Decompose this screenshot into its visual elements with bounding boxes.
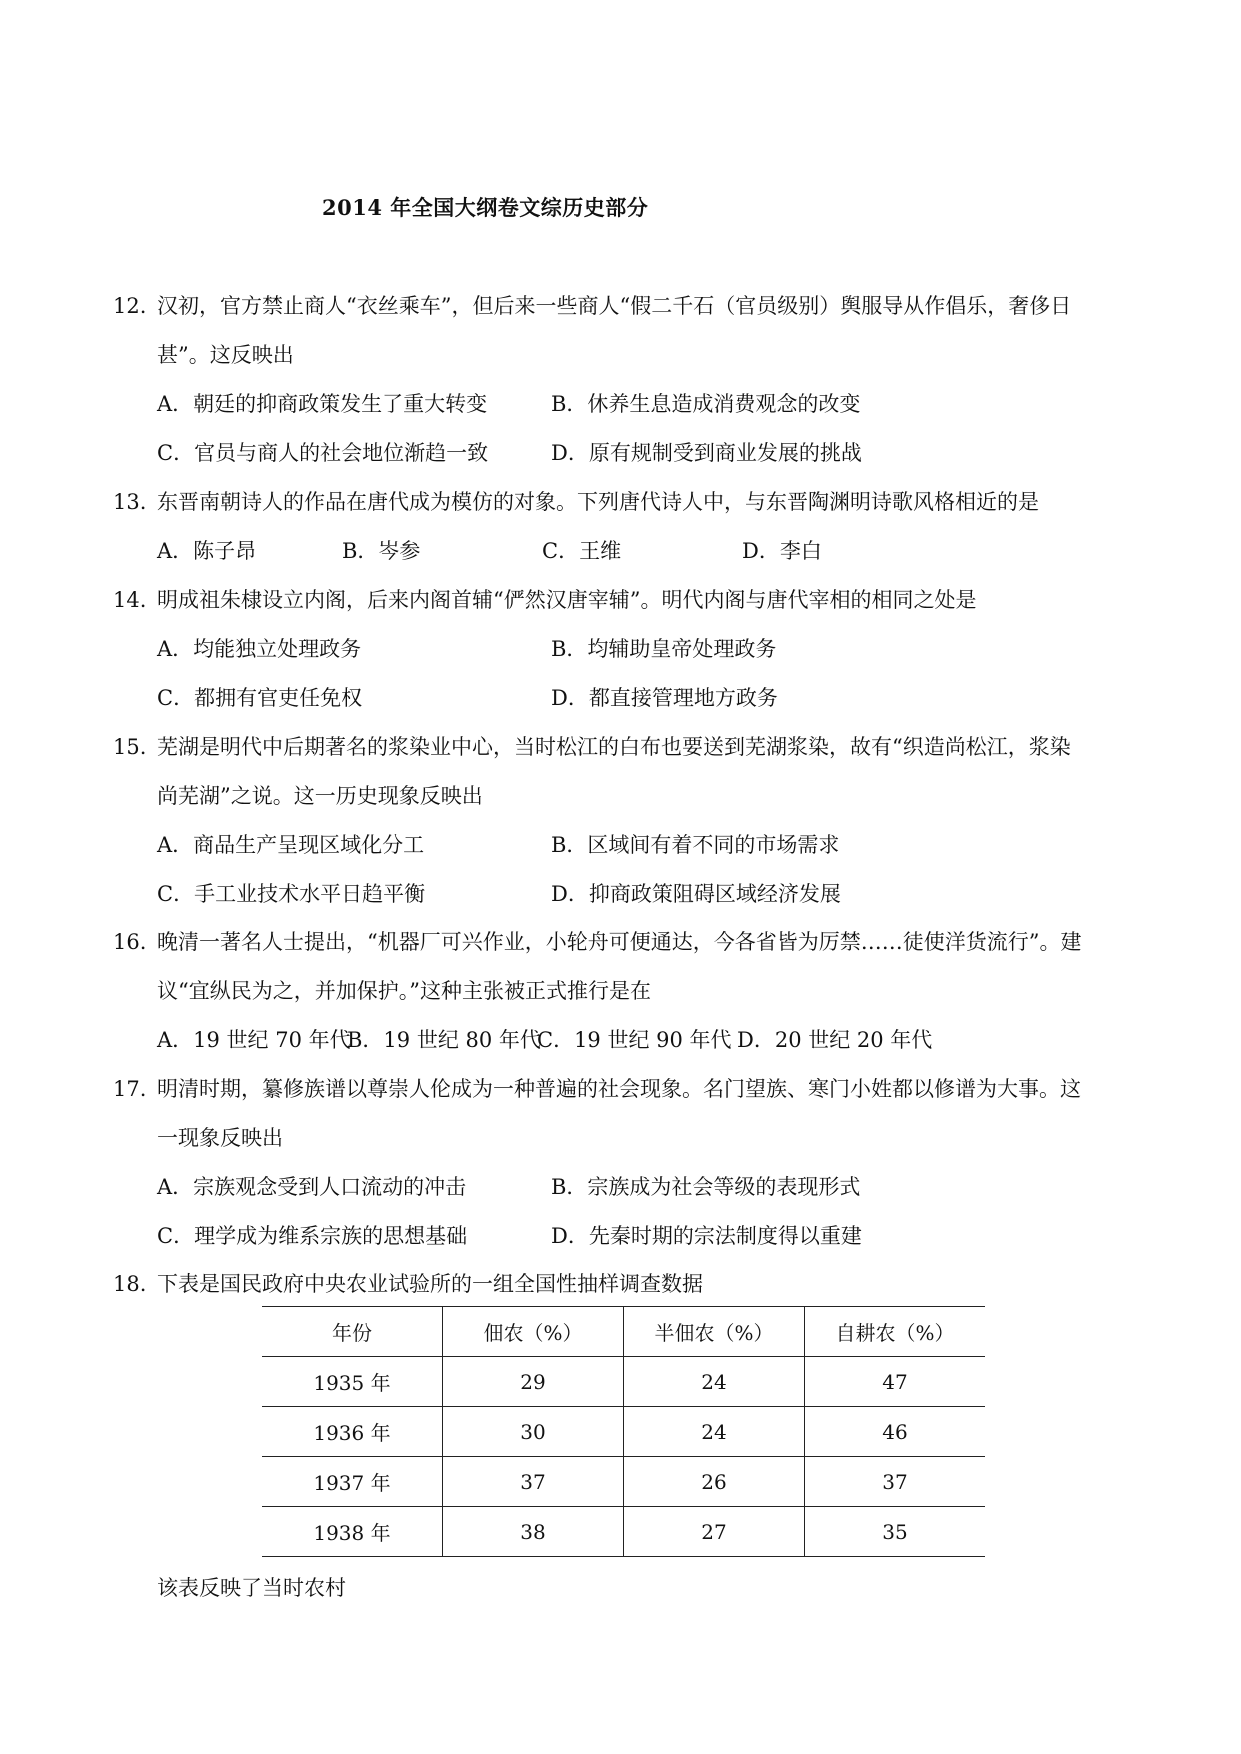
option-row — [157, 429, 1133, 478]
option-c: C．王维 — [542, 539, 622, 563]
option-a: A．均能独立处理政务 — [157, 637, 362, 661]
option-c: C．理学成为维系宗族的思想基础 — [157, 1224, 468, 1248]
option-a: A．宗族观念受到人口流动的冲击 — [157, 1175, 467, 1199]
option-d: D．原有规制受到商业发展的挑战 — [551, 441, 862, 465]
question-line: 汉初，官方禁止商人“衣丝乘车”，但后来一些商人“假二千石（官员级别）舆服导从作倡乐，奢侈日 — [157, 294, 1072, 318]
table-cell: 38 — [443, 1507, 624, 1557]
table-cell: 24 — [624, 1357, 805, 1407]
question-13 — [113, 478, 1133, 576]
after-table-text: 该表反映了当时农村 — [157, 1576, 346, 1600]
question-12 — [113, 282, 1133, 478]
option-b: B．宗族成为社会等级的表现形式 — [551, 1175, 861, 1199]
page-title: 2014 年全国大纲卷文综历史部分 — [322, 195, 649, 220]
table-cell: 35 — [805, 1507, 986, 1557]
option-row — [157, 625, 1133, 674]
option-b: B．休养生息造成消费观念的改变 — [551, 392, 861, 416]
table-cell: 27 — [624, 1507, 805, 1557]
option-d: D．先秦时期的宗法制度得以重建 — [551, 1224, 862, 1248]
question-14 — [113, 576, 1133, 723]
option-row — [157, 1212, 1133, 1261]
table-cell: 46 — [805, 1407, 986, 1457]
option-b: B．19 世纪 80 年代 — [347, 1028, 541, 1052]
option-d: D．20 世纪 20 年代 — [737, 1028, 933, 1052]
question-line: 晚清一著名人士提出，“机器厂可兴作业，小轮舟可便通达，今各省皆为厉禁……徒使洋货流行”。建 — [157, 930, 1082, 954]
question-line: 明成祖朱棣设立内阁，后来内阁首辅“俨然汉唐宰辅”。明代内阁与唐代宰相的相同之处是 — [157, 588, 977, 612]
table-row — [262, 1507, 985, 1557]
question-line: 芜湖是明代中后期著名的浆染业中心，当时松江的白布也要送到芜湖浆染，故有“织造尚松江，浆染 — [157, 735, 1071, 759]
option-a: A．陈子昂 — [157, 539, 257, 563]
table-row — [262, 1407, 985, 1457]
table-cell: 1936 年 — [262, 1407, 443, 1457]
survey-table — [262, 1306, 985, 1557]
question-line: 议“宜纵民为之，并加保护。”这种主张被正式推行是在 — [157, 979, 651, 1003]
table-cell: 30 — [443, 1407, 624, 1457]
question-line: 东晋南朝诗人的作品在唐代成为模仿的对象。下列唐代诗人中，与东晋陶渊明诗歌风格相近的是 — [157, 490, 1039, 514]
question-number: 15. — [113, 735, 147, 759]
table-header: 年份 — [262, 1307, 443, 1357]
table-cell: 1938 年 — [262, 1507, 443, 1557]
table-cell: 29 — [443, 1357, 624, 1407]
question-line: 下表是国民政府中央农业试验所的一组全国性抽样调查数据 — [157, 1272, 703, 1296]
table-cell: 47 — [805, 1357, 986, 1407]
question-line: 明清时期，纂修族谱以尊崇人伦成为一种普遍的社会现象。名门望族、寒门小姓都以修谱为大事。这 — [157, 1077, 1081, 1101]
table-header-row — [262, 1307, 985, 1357]
table-row — [262, 1457, 985, 1507]
option-b: B．区域间有着不同的市场需求 — [551, 833, 840, 857]
table-header: 半佃农（%） — [624, 1307, 805, 1357]
option-row — [157, 1163, 1133, 1212]
question-16 — [113, 918, 1133, 1065]
option-c: C．19 世纪 90 年代 — [537, 1028, 732, 1052]
option-d: D．都直接管理地方政务 — [551, 686, 778, 710]
option-c: C．手工业技术水平日趋平衡 — [157, 882, 426, 906]
table-row — [262, 1357, 985, 1407]
table-cell: 26 — [624, 1457, 805, 1507]
table-cell: 37 — [443, 1457, 624, 1507]
table-cell: 1935 年 — [262, 1357, 443, 1407]
table-header: 自耕农（%） — [805, 1307, 986, 1357]
question-number: 13. — [113, 490, 147, 514]
table-header: 佃农（%） — [443, 1307, 624, 1357]
question-15 — [113, 723, 1133, 919]
option-d: D．抑商政策阻碍区域经济发展 — [551, 882, 841, 906]
table-cell: 37 — [805, 1457, 986, 1507]
table-cell: 1937 年 — [262, 1457, 443, 1507]
option-row — [157, 870, 1133, 919]
question-number: 16. — [113, 930, 147, 954]
question-number: 12. — [113, 294, 147, 318]
option-b: B．均辅助皇帝处理政务 — [551, 637, 777, 661]
question-number: 18. — [113, 1272, 147, 1296]
option-c: C．都拥有官吏任免权 — [157, 686, 363, 710]
option-b: B．岑参 — [342, 539, 421, 563]
question-line: 一现象反映出 — [157, 1126, 283, 1150]
option-d: D．李白 — [742, 539, 822, 563]
question-number: 17. — [113, 1077, 147, 1101]
option-a: A．商品生产呈现区域化分工 — [157, 833, 425, 857]
option-a: A．朝廷的抑商政策发生了重大转变 — [157, 392, 488, 416]
question-line: 尚芜湖”之说。这一历史现象反映出 — [157, 784, 483, 808]
option-row — [157, 1016, 1133, 1065]
option-row — [157, 527, 1133, 576]
option-a: A．19 世纪 70 年代 — [157, 1028, 351, 1052]
question-18 — [113, 1260, 1133, 1309]
question-17 — [113, 1065, 1133, 1261]
option-row — [157, 674, 1133, 723]
table-cell: 24 — [624, 1407, 805, 1457]
option-row — [157, 821, 1133, 870]
question-line: 甚”。这反映出 — [157, 343, 294, 367]
option-c: C．官员与商人的社会地位渐趋一致 — [157, 441, 489, 465]
question-number: 14. — [113, 588, 147, 612]
option-row — [157, 380, 1133, 429]
